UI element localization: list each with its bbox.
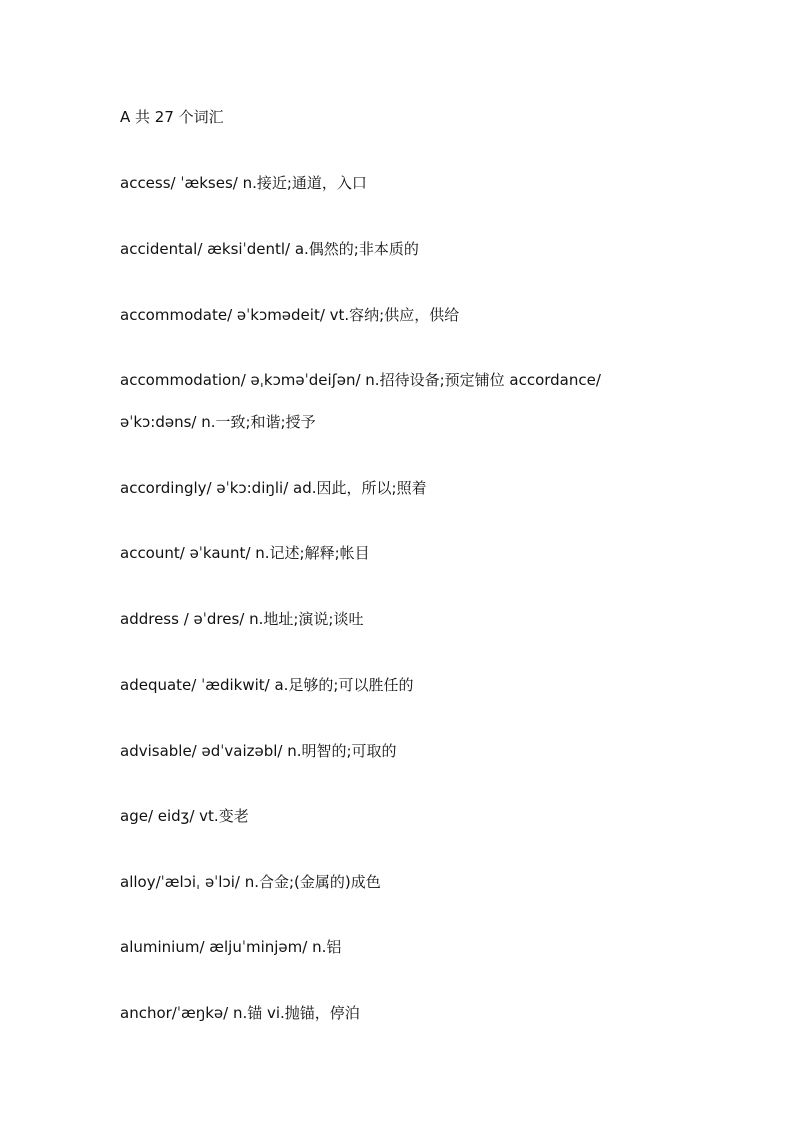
vocab-entry-accidental: accidental/ æksiˈdentl/ a.偶然的;非本质的 — [120, 240, 419, 258]
vocab-entry-adequate: adequate/ ˈædikwit/ a.足够的;可以胜任的 — [120, 676, 414, 694]
vocab-entry-accommodate: accommodate/ əˈkɔmədeit/ vt.容纳;供应，供给 — [120, 306, 460, 324]
vocab-entry-anchor: anchor/ˈæŋkə/ n.锚 vi.抛锚，停泊 — [120, 1004, 360, 1022]
vocab-entry-aluminium: aluminium/ æljuˈminjəm/ n.铝 — [120, 938, 342, 956]
section-heading: A 共 27 个词汇 — [120, 108, 224, 126]
vocab-entry-account: account/ əˈkaunt/ n.记述;解释;帐目 — [120, 544, 370, 562]
vocab-entry-advisable: advisable/ ədˈvaizəbl/ n.明智的;可取的 — [120, 742, 397, 760]
vocab-entry-alloy: alloy/ˈælɔiˌ əˈlɔi/ n.合金;(金属的)成色 — [120, 873, 381, 891]
vocab-entry-age: age/ eidʒ/ vt.变老 — [120, 807, 249, 825]
vocab-entry-access: access/ ˈækses/ n.接近;通道，入口 — [120, 174, 367, 192]
vocab-entry-address: address / əˈdres/ n.地址;演说;谈吐 — [120, 610, 364, 628]
vocab-entry-accommodation: accommodation/ əˌkɔməˈdeiʃən/ n.招待设备;预定铺位 accordance/ — [120, 371, 601, 389]
vocab-entry-accordingly: accordingly/ əˈkɔ:diŋli/ ad.因此，所以;照着 — [120, 479, 427, 497]
vocab-entry-accordance-continued: əˈkɔ:dəns/ n.一致;和谐;授予 — [120, 413, 316, 431]
